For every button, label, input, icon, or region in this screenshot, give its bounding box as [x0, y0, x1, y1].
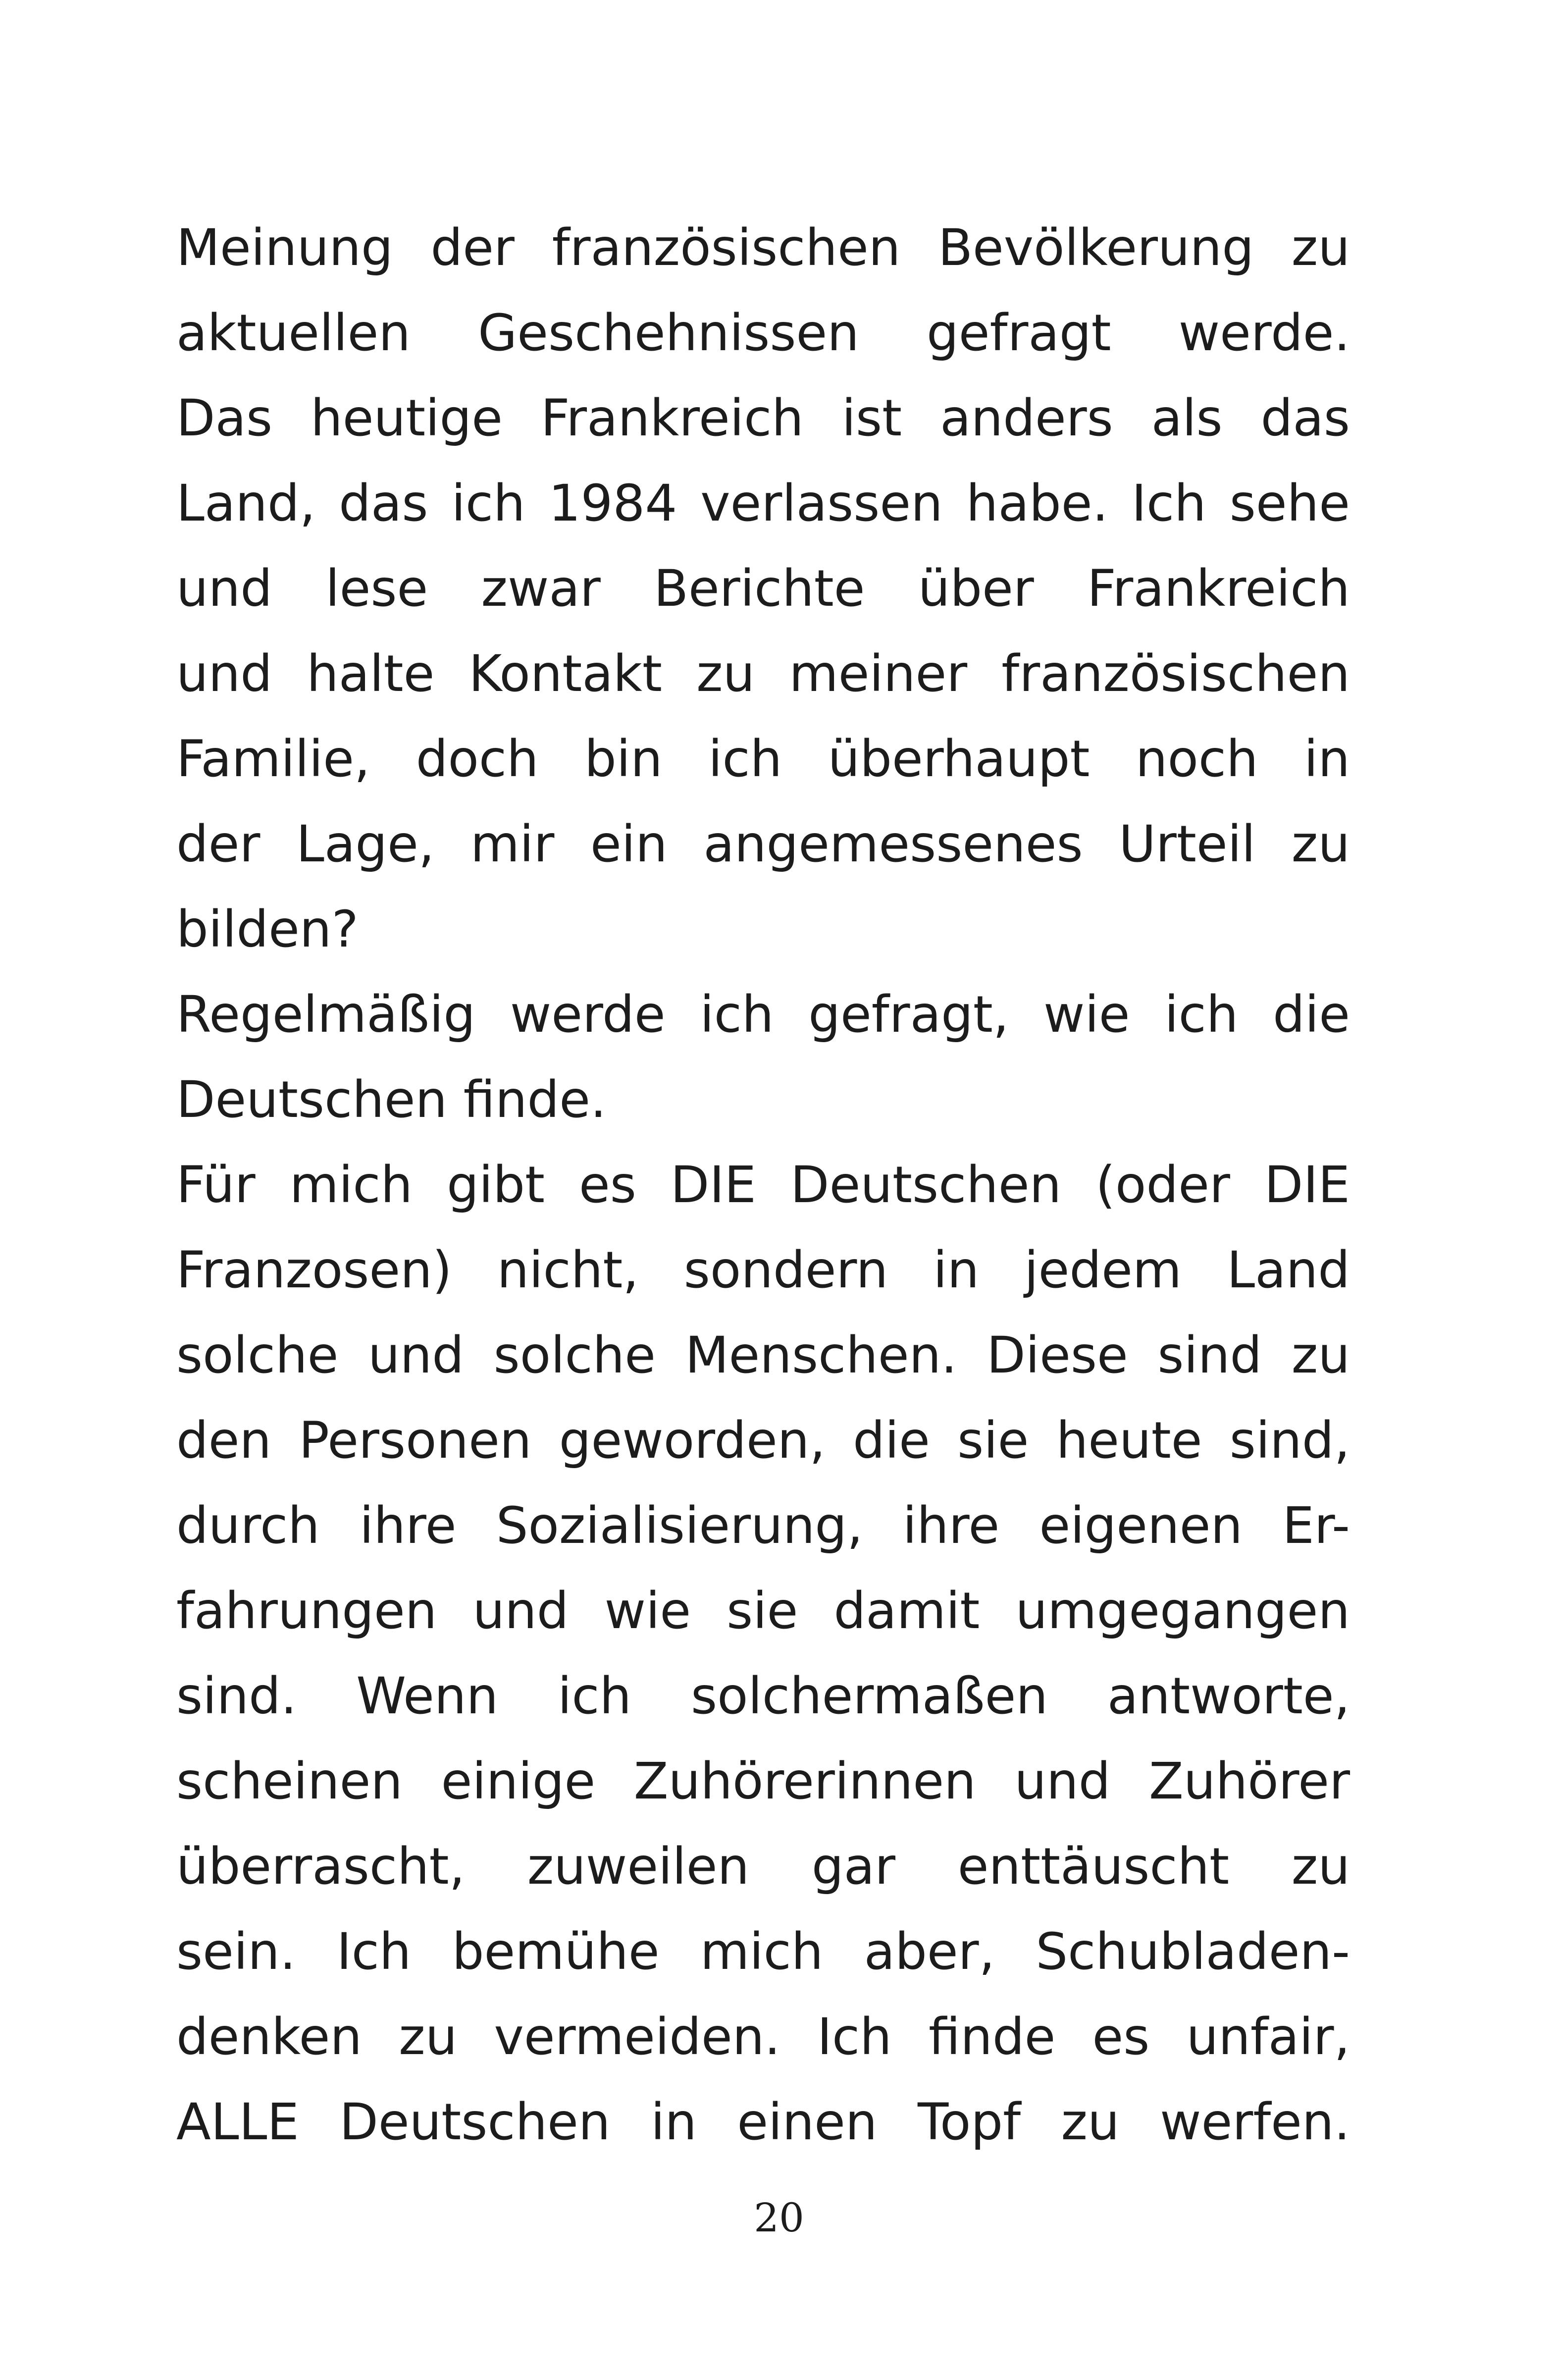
text-line: und lese zwar Berichte über Frankreich [176, 559, 1350, 618]
text-line: aktuellen Geschehnissen gefragt werde. [176, 304, 1350, 363]
text-line: Für mich gibt es DIE Deutschen (oder DIE [176, 1156, 1350, 1215]
text-line: denken zu vermeiden. Ich finde es unfair, [176, 2008, 1350, 2066]
text-line: Land, das ich 1984 verlassen habe. Ich sehe [176, 474, 1350, 533]
text-line: Das heutige Frankreich ist anders als das [176, 389, 1350, 448]
text-line: überrascht, zuweilen gar enttäuscht zu [176, 1837, 1350, 1896]
text-line: Franzosen) nicht, sondern in jedem Land [176, 1241, 1350, 1300]
text-line: bilden? [176, 900, 359, 959]
text-line: sind. Wenn ich solchermaßen antworte, [176, 1667, 1350, 1726]
text-line: den Personen geworden, die sie heute sind, [176, 1411, 1350, 1470]
text-line: ALLE Deutschen in einen Topf zu werfen. [176, 2093, 1350, 2152]
text-line: Familie, doch bin ich überhaupt noch in [176, 730, 1350, 789]
text-line: Deutschen finde. [176, 1070, 607, 1129]
text-line: scheinen einige Zuhörerinnen und Zuhörer [176, 1752, 1350, 1811]
text-line: solche und solche Menschen. Diese sind zu [176, 1326, 1350, 1385]
page-number: 20 [754, 2195, 804, 2241]
text-line: Meinung der französischen Bevölkerung zu [176, 218, 1350, 277]
text-line: fahrungen und wie sie damit umgegangen [176, 1582, 1350, 1640]
text-line: der Lage, mir ein angemessenes Urteil zu [176, 815, 1350, 874]
text-line: sein. Ich bemühe mich aber, Schubladen- [176, 1922, 1350, 1981]
text-line: durch ihre Sozialisierung, ihre eigenen Er- [176, 1496, 1350, 1555]
text-line: Regelmäßig werde ich gefragt, wie ich die [176, 985, 1350, 1044]
text-line: und halte Kontakt zu meiner französischen [176, 644, 1350, 703]
body-text [176, 206, 1350, 2165]
